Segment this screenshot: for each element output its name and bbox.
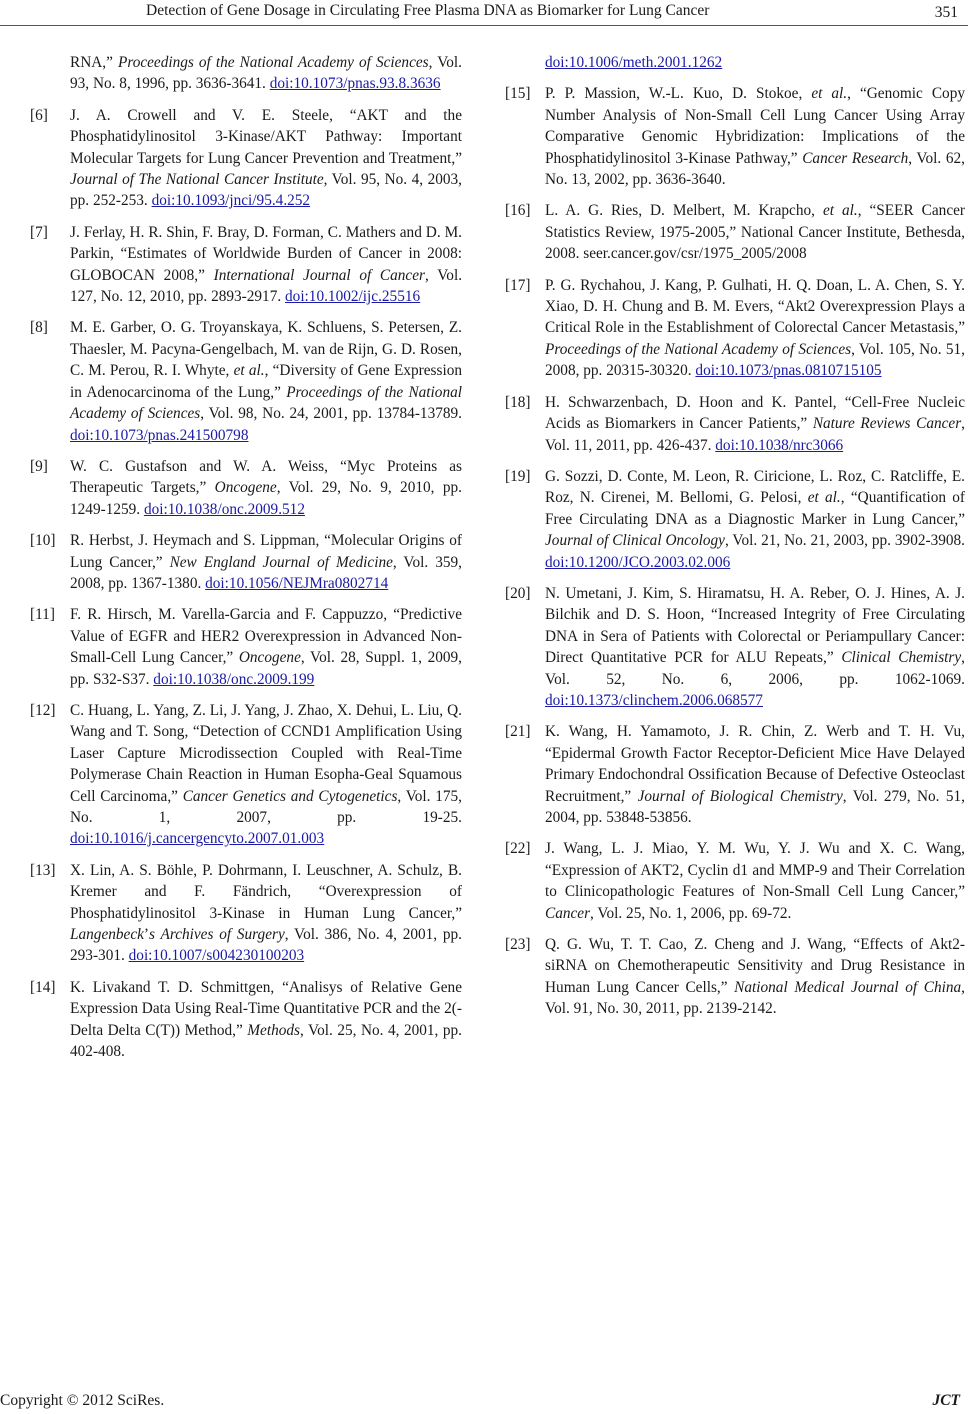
reference-entry bbox=[30, 700, 462, 850]
reference-text: , Vol. 98, No. 24, 2001, pp. 13784-13789. bbox=[200, 405, 462, 423]
reference-text: X. Lin, A. S. Böhle, P. Dohrmann, I. Leuschner, A. Schulz, B. Kremer and F. Fändrich, “Overexpression of Phosphatidylinositol 3-Kinase in Human Lung Cancer,” bbox=[70, 861, 462, 922]
reference-italic-text: et al. bbox=[233, 362, 265, 380]
reference-italic-text: Cancer Genetics and Cytogenetics bbox=[182, 787, 398, 805]
reference-text: L. A. G. Ries, D. Melbert, M. Krapcho, bbox=[545, 202, 823, 220]
reference-entry bbox=[30, 317, 462, 445]
doi-link[interactable]: doi:10.1038/nrc3066 bbox=[715, 436, 844, 454]
reference-text: , Vol. 29, No. 9, 2010, pp. 1249-1259. bbox=[70, 479, 462, 518]
reference-entry bbox=[30, 105, 462, 212]
reference-number: [20] bbox=[505, 584, 531, 602]
reference-text: K. Wang, H. Yamamoto, J. R. Chin, Z. Werb and T. H. Vu, “Epidermal Growth Factor Receptor-Deficient Mice Have Delayed Primary Endochondral Ossification Because of Defective Osteoclast Recruitment,” bbox=[545, 723, 965, 805]
reference-text: , Vol. 105, No. 51, 2008, pp. 20315-30320. bbox=[545, 340, 965, 380]
reference-number: [14] bbox=[30, 978, 56, 996]
reference-entry bbox=[505, 83, 965, 190]
reference-number: [23] bbox=[505, 936, 531, 954]
reference-number: [12] bbox=[30, 701, 56, 719]
running-title: Detection of Gene Dosage in Circulating Free Plasma DNA as Biomarker for Lung Cancer bbox=[146, 2, 710, 19]
reference-text: , Vol. 359, 2008, pp. 1367-1380. bbox=[70, 553, 462, 592]
reference-entry bbox=[505, 392, 965, 456]
reference-text: , “Genomic Copy Number Analysis of Non-Small Cell Lung Cancer Using Array Comparative Genomic Hybridization: Implications of the Phosphatidylinositol 3-Kinase Pathway,” bbox=[545, 85, 965, 167]
reference-number: [11] bbox=[30, 606, 55, 624]
reference-text: , “Quantification of Free Circulating DNA as a Diagnostic Marker in Lung Cancer,” bbox=[545, 489, 966, 528]
reference-entry bbox=[505, 200, 965, 264]
reference-number: [16] bbox=[505, 202, 531, 220]
reference-italic-text: Journal of The National Cancer Institute bbox=[70, 171, 324, 189]
reference-italic-text: Cancer bbox=[545, 904, 591, 922]
reference-text: , “SEER Cancer Statistics Review, 1975-2005,” National Cancer Institute, Bethesda, 2008. seer.cancer.gov/csr/1975_2005/2008 bbox=[545, 202, 965, 263]
reference-column-left bbox=[30, 52, 462, 1072]
reference-number: [22] bbox=[505, 840, 531, 858]
reference-text: , Vol. 62, No. 13, 2002, pp. 3636-3640. bbox=[545, 149, 965, 189]
reference-text: P. P. Massion, W.-L. Kuo, D. Stokoe, bbox=[545, 85, 812, 103]
reference-italic-text: Proceedings of the National Academy of Sciences bbox=[545, 340, 852, 358]
doi-link[interactable]: doi:10.1056/NEJMra0802714 bbox=[205, 574, 389, 592]
reference-text: , Vol. 386, No. 4, 2001, pp. 293-301. bbox=[70, 926, 463, 965]
running-header bbox=[0, 2, 968, 24]
doi-link[interactable]: doi:10.1093/jnci/95.4.252 bbox=[151, 192, 311, 210]
journal-abbreviation: JCT bbox=[932, 1392, 960, 1409]
reference-number: [8] bbox=[30, 319, 48, 337]
reference-text: , Vol. 91, No. 30, 2011, pp. 2139-2142. bbox=[545, 978, 965, 1018]
reference-italic-text: National Medical Journal of China bbox=[734, 978, 962, 996]
reference-entry bbox=[505, 275, 965, 382]
reference-text: J. A. Crowell and V. E. Steele, “AKT and the Phosphatidylinositol 3-Kinase/AKT Pathway: Important Molecular Targets for Lung Cancer Prevention and Treatment,” bbox=[70, 106, 462, 167]
reference-number: [10] bbox=[30, 532, 56, 550]
reference-number: [21] bbox=[505, 723, 531, 741]
reference-entry bbox=[30, 222, 462, 308]
doi-link[interactable]: doi:10.1073/pnas.93.8.3636 bbox=[269, 75, 441, 93]
reference-text: ’ bbox=[143, 926, 150, 944]
reference-text: N. Umetani, J. Kim, S. Hiramatsu, H. A. Reber, O. J. Hines, A. J. Bilchik and D. S. Hoon, “Increased Integrity of Free Circulating DNA in Sera of Patients with Colorectal or Periampullary Cancer: Direct Quantitative PCR for ALU Repeats,” bbox=[545, 584, 965, 667]
page-number: 351 bbox=[934, 4, 958, 21]
doi-link[interactable]: doi:10.1002/ijc.25516 bbox=[285, 288, 421, 306]
reference-text: G. Sozzi, D. Conte, M. Leon, R. Ciricione, L. Roz, C. Ratcliffe, E. Roz, N. Cirenei, M. Bellomi, G. Pelosi, bbox=[545, 467, 965, 507]
reference-italic-text: s Archives of Surgery bbox=[149, 926, 285, 944]
reference-italic-text: Clinical Chemistry bbox=[841, 649, 962, 667]
reference-text: , “Diversity of Gene Expression in Adenocarcinoma of the Lung,” bbox=[70, 362, 462, 401]
reference-italic-text: Langenbeck bbox=[70, 926, 144, 944]
reference-entry bbox=[30, 977, 462, 1063]
reference-text: , Vol. 93, No. 8, 1996, pp. 3636-3641. bbox=[70, 54, 462, 93]
reference-text: , Vol. 175, No. 1, 2007, pp. 19-25. bbox=[70, 787, 462, 826]
reference-italic-text: International Journal of Cancer bbox=[213, 266, 425, 284]
reference-text: , Vol. 95, No. 4, 2003, pp. 252-253. bbox=[70, 171, 463, 210]
reference-italic-text: et al. bbox=[811, 85, 848, 103]
reference-entry bbox=[505, 721, 965, 828]
reference-italic-text: Oncogene bbox=[238, 649, 301, 667]
reference-text: , Vol. 279, No. 51, 2004, pp. 53848-53856. bbox=[545, 787, 965, 826]
reference-italic-text: Cancer Research bbox=[802, 149, 909, 167]
doi-link[interactable]: doi:10.1038/onc.2009.512 bbox=[143, 500, 305, 518]
reference-text: , Vol. 21, No. 21, 2003, pp. 3902-3908. bbox=[724, 532, 965, 550]
reference-italic-text: Oncogene bbox=[214, 479, 277, 497]
reference-entry bbox=[505, 466, 965, 573]
reference-italic-text: Journal of Clinical Oncology bbox=[545, 532, 725, 550]
reference-italic-text: et al. bbox=[807, 489, 841, 507]
reference-text: K. Livakand T. D. Schmittgen, “Analisys of Relative Gene Expression Data Using Real-Time Quantitative PCR and the 2(-Delta Delta C(T)) Method,” bbox=[70, 978, 462, 1039]
reference-entry bbox=[505, 934, 965, 1020]
doi-link[interactable]: doi:10.1373/clinchem.2006.068577 bbox=[545, 691, 763, 709]
reference-entry bbox=[30, 456, 462, 520]
reference-column-right bbox=[505, 52, 965, 1030]
doi-link[interactable]: doi:10.1007/s004230100203 bbox=[128, 947, 305, 965]
reference-number: [19] bbox=[505, 467, 531, 485]
reference-continuation bbox=[505, 52, 965, 73]
reference-italic-text: New England Journal of Medicine bbox=[169, 553, 393, 571]
reference-entry bbox=[505, 838, 965, 924]
reference-italic-text: et al. bbox=[822, 202, 858, 220]
doi-link[interactable]: doi:10.1200/JCO.2003.02.006 bbox=[545, 553, 731, 571]
reference-italic-text: Nature Reviews Cancer bbox=[812, 415, 962, 433]
reference-text: C. Huang, L. Yang, Z. Li, J. Yang, J. Zhao, X. Dehui, L. Liu, Q. Wang and T. Song, “Detection of CCND1 Amplification Using Laser Capture Microdissection Coupled with Real-Time Polymerase Chain Reaction in Human Esopha-Geal Squamous Cell Carcinoma,” bbox=[70, 701, 462, 805]
reference-entry bbox=[30, 530, 462, 594]
reference-text: Q. G. Wu, T. T. Cao, Z. Cheng and J. Wang, “Effects of Akt2-siRNA on Chemotherapeutic Sensitivity and Drug Resistance in Human Lung Cancer Cells,” bbox=[545, 936, 965, 996]
reference-text: , Vol. 11, 2011, pp. 426-437. bbox=[545, 415, 965, 454]
doi-link[interactable]: doi:10.1006/meth.2001.1262 bbox=[545, 54, 723, 71]
reference-text: W. C. Gustafson and W. A. Weiss, “Myc Proteins as Therapeutic Targets,” bbox=[70, 457, 462, 497]
reference-number: [9] bbox=[30, 457, 48, 475]
reference-text: , Vol. 25, No. 4, 2001, pp. 402-408. bbox=[70, 1021, 462, 1061]
reference-text: , Vol. 52, No. 6, 2006, pp. 1062-1069. bbox=[545, 649, 965, 688]
copyright-text: Copyright © 2012 SciRes. bbox=[0, 1392, 165, 1409]
doi-link[interactable]: doi:10.1073/pnas.241500798 bbox=[70, 426, 249, 444]
reference-text: RNA,” bbox=[70, 54, 118, 71]
doi-link[interactable]: doi:10.1038/onc.2009.199 bbox=[153, 670, 315, 688]
reference-continuation bbox=[30, 52, 462, 95]
doi-link[interactable]: doi:10.1073/pnas.0810715105 bbox=[695, 362, 882, 380]
reference-number: [7] bbox=[30, 223, 48, 241]
reference-text: , Vol. 28, Suppl. 1, 2009, pp. S32-S37. bbox=[70, 649, 462, 688]
reference-text: , Vol. 127, No. 12, 2010, pp. 2893-2917. bbox=[70, 266, 463, 306]
reference-text: J. Wang, L. J. Miao, Y. M. Wu, Y. J. Wu and X. C. Wang, “Expression of AKT2, Cyclin d1 and MMP-9 and Their Correlation to Clinicopathologic Features of Non-Small Cell Lung Cancer,” bbox=[545, 840, 965, 901]
reference-text: J. Ferlay, H. R. Shin, F. Bray, D. Forman, C. Mathers and D. M. Parkin, “Estimates of Worldwide Burden of Cancer in 2008: GLOBOCAN 2008,” bbox=[70, 223, 462, 284]
doi-link[interactable]: doi:10.1016/j.cancergencyto.2007.01.003 bbox=[70, 830, 325, 848]
reference-entry bbox=[30, 860, 462, 967]
reference-number: [18] bbox=[505, 393, 531, 411]
reference-number: [6] bbox=[30, 106, 48, 124]
reference-italic-text: Journal of Biological Chemistry bbox=[637, 787, 843, 805]
reference-text: , Vol. 25, No. 1, 2006, pp. 69-72. bbox=[590, 904, 792, 922]
reference-italic-text: Proceedings of the National Academy of Sciences bbox=[70, 383, 462, 423]
reference-text: P. G. Rychahou, J. Kang, P. Gulhati, H. Q. Doan, L. A. Chen, S. Y. Xiao, D. H. Chung and B. M. Evers, “Akt2 Overexpression Plays a Critical Role in the Establishment of Colorectal Cancer Metastasis,” bbox=[545, 276, 965, 337]
reference-entry bbox=[30, 604, 462, 690]
reference-number: [15] bbox=[505, 85, 531, 103]
reference-italic-text: Proceedings of the National Academy of Sciences bbox=[117, 54, 429, 71]
reference-text: R. Herbst, J. Heymach and S. Lippman, “Molecular Origins of Lung Cancer,” bbox=[70, 532, 462, 571]
reference-text: M. E. Garber, O. G. Troyanskaya, K. Schluens, S. Petersen, Z. Thaesler, M. Pacyna-Gengelbach, M. van de Rijn, G. D. Rosen, C. M. Perou, R. I. Whyte, bbox=[70, 319, 462, 380]
reference-number: [13] bbox=[30, 861, 56, 879]
reference-entry bbox=[505, 583, 965, 711]
reference-number: [17] bbox=[505, 276, 531, 294]
header-rule bbox=[0, 25, 968, 26]
reference-italic-text: Methods bbox=[247, 1021, 300, 1039]
reference-text: F. R. Hirsch, M. Varella-Garcia and F. Cappuzzo, “Predictive Value of EGFR and HER2 Overexpression in Advanced Non-Small-Cell Lung Cancer,” bbox=[70, 606, 462, 667]
reference-text: H. Schwarzenbach, D. Hoon and K. Pantel, “Cell-Free Nucleic Acids as Biomarkers in Cancer Patients,” bbox=[545, 393, 965, 433]
